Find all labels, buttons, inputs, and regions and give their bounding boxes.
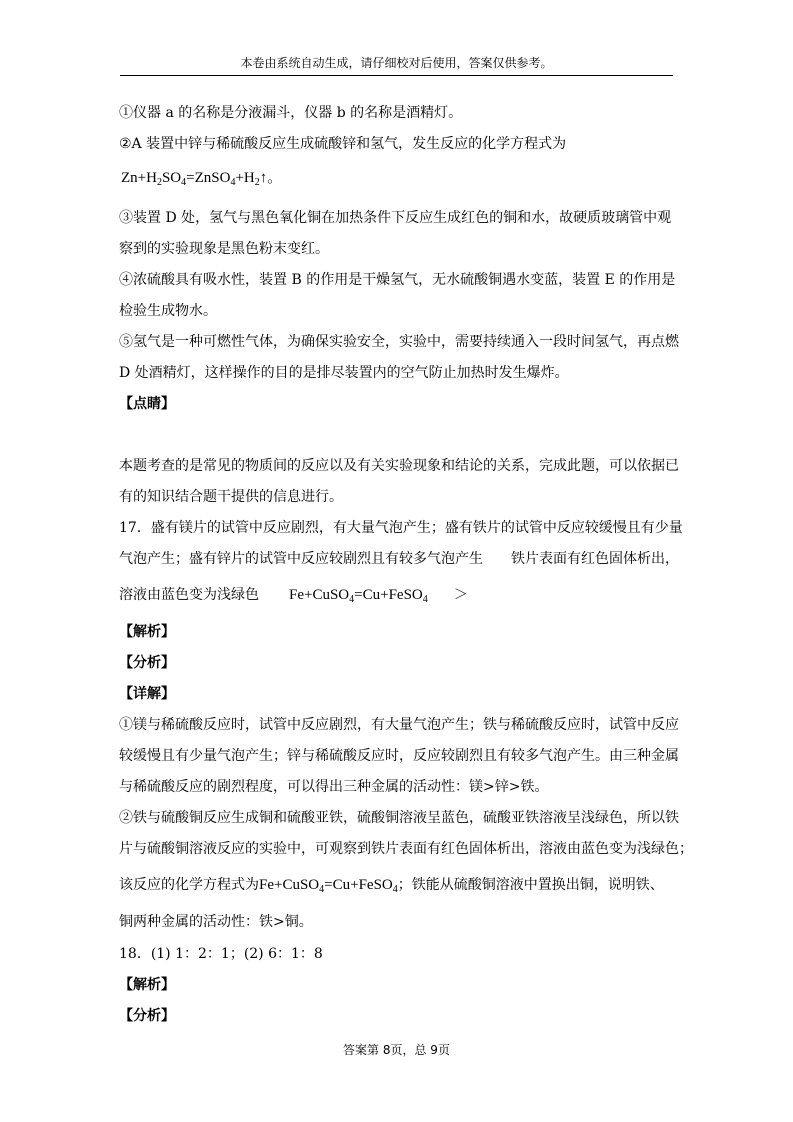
q17-equation: Fe+CuSO$_4$=Cu+FeSO$_4$ — [289, 587, 428, 605]
page-number: 答案第 8页，总 9页 — [343, 1043, 450, 1057]
q16-item-5-line-2: D 处酒精灯，这样操作的目的是排尽装置内的空气防止加热时发生爆炸。 — [119, 365, 569, 381]
q17-line-1: 17．盛有镁片的试管中反应剧烈，有大量气泡产生；盛有铁片的试管中反应较缓慢且有少量 — [119, 520, 683, 536]
q17-greater-than: ＞ — [453, 587, 468, 603]
q17-detail-2-line-1: ②铁与硫酸铜反应生成铜和硫酸亚铁，硫酸铜溶液呈蓝色，硫酸亚铁溶液呈浅绿色，所以铁 — [119, 810, 679, 826]
q18-analysis-label: 【解析】 — [119, 977, 175, 993]
q17-detail-2-line-4: 铜两种金属的活动性：铁>铜。 — [119, 914, 313, 930]
q17-detail-label: 【详解】 — [119, 686, 175, 702]
q17-line-3: 溶液由蓝色变为浅绿色 Fe+CuSO$_4$=Cu+FeSO$_4$ ＞ — [119, 587, 468, 605]
q17-detail-2-line-3: 该反应的化学方程式为Fe+CuSO$_4$=Cu+FeSO$_4$；铁能从硫酸铜溶液中置换出铜，说明铁、 — [119, 877, 664, 895]
q16-item-2: ②A 装置中锌与稀硫酸反应生成硫酸锌和氢气，发生反应的化学方程式为 — [119, 136, 567, 152]
q16-item-3-line-1: ③装置 D 处，氢气与黑色氧化铜在加热条件下反应生成红色的铜和水，故硬质玻璃管中观 — [119, 210, 672, 226]
q16-item-1: ①仪器 a 的名称是分液漏斗，仪器 b 的名称是酒精灯。 — [119, 105, 463, 121]
q16-equation-zn: $Zn+H_2SO_4=ZnSO_4+H_2↑$。 — [121, 170, 283, 188]
page-footer — [0, 1042, 793, 1058]
q17-detail-1-line-1: ①镁与稀硫酸反应时，试管中反应剧烈，有大量气泡产生；铁与稀硫酸反应时，试管中反应 — [119, 717, 679, 733]
page-header — [120, 55, 673, 76]
q17-line-2: 气泡产生；盛有锌片的试管中反应较剧烈且有较多气泡产生 铁片表面有红色固体析出， — [119, 551, 679, 567]
header-notice: 本卷由系统自动生成，请仔细校对后使用，答案仅供参考。 — [240, 56, 553, 70]
q16-comment-label: 【点睛】 — [119, 396, 175, 412]
q17-detail-equation: Fe+CuSO$_4$=Cu+FeSO$_4$ — [259, 877, 398, 895]
q16-item-4-line-2: 检验生成物水。 — [119, 303, 217, 319]
q18-fenxi-label: 【分析】 — [119, 1008, 175, 1024]
q17-detail-2-line-2: 片与硫酸铜溶液反应的实验中，可观察到铁片表面有红色固体析出，溶液由蓝色变为浅绿色； — [119, 841, 693, 857]
q16-item-4-line-1: ④浓硫酸具有吸水性，装置 B 的作用是干燥氢气，无水硫酸铜遇水变蓝，装置 E 的作用是 — [119, 272, 676, 288]
q16-comment-line-2: 有的知识结合题干提供的信息进行。 — [119, 489, 343, 505]
q16-comment-line-1: 本题考查的是常见的物质间的反应以及有关实验现象和结论的关系，完成此题，可以依据已 — [119, 458, 679, 474]
q17-analysis-label: 【解析】 — [119, 624, 175, 640]
q16-item-5-line-1: ⑤氢气是一种可燃性气体，为确保实验安全，实验中，需要持续通入一段时间氢气，再点燃 — [119, 334, 679, 350]
q16-item-3-line-2: 察到的实验现象是黑色粉末变红。 — [119, 241, 329, 257]
q18-answer: 18．(1) 1：2：1；(2) 6：1：8 — [119, 946, 323, 962]
q17-fenxi-label: 【分析】 — [119, 655, 175, 671]
q17-detail-1-line-3: 与稀硫酸反应的剧烈程度，可以得出三种金属的活动性：镁>锌>铁。 — [119, 779, 549, 795]
q17-detail-1-line-2: 较缓慢且有少量气泡产生；锌与稀硫酸反应时，反应较剧烈且有较多气泡产生。由三种金属 — [119, 748, 679, 764]
